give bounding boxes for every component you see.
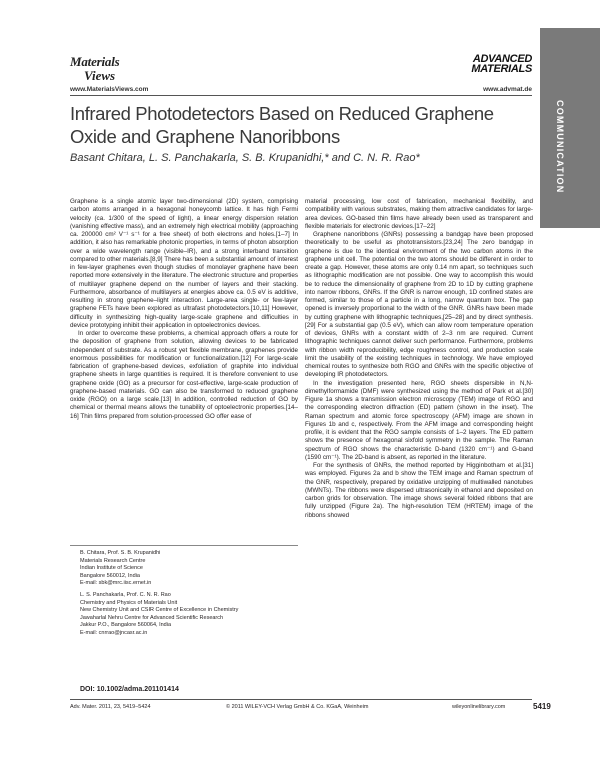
affiliation-line: B. Chitara, Prof. S. B. Krupanidhi	[80, 550, 161, 556]
footer-citation: Adv. Mater. 2011, 23, 5419–5424	[70, 704, 151, 710]
page-number: 5419	[533, 702, 551, 711]
paragraph: material processing, low cost of fabrication, mechanical flexibility, and compatibility with various substrates, making them attractive candidates for large-area devices. GO-based thin films have already been used as transparent and flexible materials for electronic devices.[17–22]	[305, 198, 533, 230]
footer-rule	[70, 699, 532, 700]
logo-right-line1: ADVANCED	[472, 53, 532, 65]
section-bar	[540, 28, 600, 228]
logo-left-line2: Views	[84, 68, 116, 83]
affiliation-line: Chemistry and Physics of Materials Unit	[80, 599, 178, 606]
affiliation-line: L. S. Panchakarla, Prof. C. N. R. Rao	[80, 591, 171, 598]
paragraph: For the synthesis of GNRs, the method reported by Higginbotham et al.[31] was employed. Figures 2a and b show the TEM image and Raman spectrum of the GNR, respectively, prepared by oxidative unzipping of multiwalled nanotubes (MWNTs). The ribbons were dispersed ultrasonically in ethanol and deposited on carbon grids for observation. The image shows several folded ribbons that are fully unzipped (Figure 2a). The high-resolution TEM (HRTEM) image of the ribbons showed	[305, 462, 533, 519]
paragraph: In the investigation presented here, RGO sheets dispersible in N,N-dimethylformamide (DMF) were synthesized using the method of Park et al.[30] Figure 1a shows a transmission electron microscopy (TEM) image of RGO and the corresponding electron diffraction (ED) pattern (shown in the inset). The Raman spectrum and atomic force spectroscopy (AFM) image are shown in Figures 1b and c, respectively. From the AFM image and corresponding height profile, it is evident that the RGO sample consists of 1–2 layers. The ED pattern shows the presence of hexagonal sixfold symmetry in the sample. The Raman spectrum of RGO shows the characteristic D-band (1320 cm⁻¹) and G-band (1590 cm⁻¹). The 2D-band is absent, as reported in the literature.	[305, 379, 533, 461]
paragraph: Graphene nanoribbons (GNRs) possessing a bandgap have been proposed theoretically to be useful as phototransistors.[23,24] The zero bandgap in graphene is due to the identical environment of the two carbon atoms in the graphene unit cell. The potential on the two atoms should be different in order to create a gap. However, these atoms are only 0.14 nm apart, so techniques such as lithographic modification are not possible. One way to accomplish this would be to reduce the dimensionality of graphene from 2D to 1D by cutting graphene into narrow ribbons, GNRs. If the GNR is narrow enough, 1D confined states are formed, similar to those of a particle in a long, narrow quantum box. The gap opened is inversely proportional to the width of the GNR. GNRs have been made by cutting graphene with lithographic techniques,[25–28] and by direct synthesis.[29] For a substantial gap (0.5 eV), which can allow room temperature operation of devices, GNRs with a constant width of 2–3 nm are required. Current lithographic techniques cannot deliver such performance. Furthermore, problems with ribbon width reproducibility, edge roughness control, and production scale limit the usability of the existing techniques in technology. We have employed chemical routes to synthesize both RGO and GNRs with the specific objective of developing IR photodetectors.	[305, 231, 533, 379]
footer-copyright: © 2011 WILEY-VCH Verlag GmbH & Co. KGaA, Weinheim	[226, 704, 369, 710]
affiliation-line: New Chemistry Unit and CSIR Centre of Excellence in Chemistry	[80, 607, 239, 614]
paragraph: In order to overcome these problems, a chemical approach offers a route for the deposition of graphene from solution, allowing devices to be fabricated independent of substrate. As a robust yet flexible membrane, graphenes provide enormous possibilities for modification or functionalization.[12] For large-scale fabrication of graphene-based devices, exfoliation of graphite into individual graphene sheets in large quantities is required. It is therefore convenient to use graphene oxide (GO) as a precursor for cost-effective, large-scale production of graphene-based materials. GO can also be transformed to reduced graphene oxide (RGO) on a large scale.[13] In addition, controlled reduction of GO by chemical or thermal means allows the tunability of optoelectronic properties.[14–16] Thin films prepared from solution-processed GO offer ease of	[70, 330, 298, 420]
affiliation-line: Materials Research Centre	[80, 557, 146, 564]
site-url-left[interactable]: www.MaterialsViews.com	[70, 86, 149, 93]
left-column	[70, 198, 298, 421]
logo-right-line2: MATERIALS	[471, 63, 532, 75]
article-authors: Basant Chitara, L. S. Panchakarla, S. B. Krupanidhi,* and C. N. R. Rao*	[70, 152, 420, 164]
affiliation-rule	[70, 545, 298, 546]
doi[interactable]: DOI: 10.1002/adma.201101414	[80, 686, 179, 693]
affiliation-email[interactable]: E-mail: sbk@mrc.iisc.ernet.in	[80, 580, 152, 587]
paragraph: Graphene is a single atomic layer two-dimensional (2D) system, comprising carbon atoms arranged in a hexagonal honeycomb lattice. It has high Fermi velocity (ca. 1/300 of the speed of light), a linear energy dispersion relation (vanishing effective mass), and an extremely high electrical mobility (approaching ca. 200000 cm² V⁻¹ s⁻¹ for a free sheet) of both electrons and holes.[1–7] In addition, it also has remarkable photonic properties, in terms of photon absorption over a wide wavelength range (visible–IR), and a strong interband transition compared to other materials.[8,9] There has been a substantial amount of interest in few-layer graphenes even though studies of monolayer graphene have been reported more extensively in the literature. The electronic structure and properties of multilayer graphene depend on the number of layers and their stacking. Furthermore, absorbance of multilayers at energies above ca. 0.5 eV is additive, resulting in strong graphene–light interaction. Large-area single- or few-layer graphene FETs have been explored as ultrafast photodetectors.[10,11] However, difficulty in synthesizing high-quality large-scale graphene and difficulties in device prototyping inhibit their application in optoelectronics devices.	[70, 198, 298, 329]
footer-site[interactable]: wileyonlinelibrary.com	[452, 704, 506, 710]
header-rule	[70, 95, 532, 96]
advanced-materials-logo	[452, 54, 532, 74]
site-url-right[interactable]: www.advmat.de	[483, 86, 532, 93]
right-column	[305, 198, 533, 520]
affiliation-line: Indian Institute of Science	[80, 565, 143, 572]
affiliation-line: Jakkur P.O., Bangalore 560064, India	[80, 622, 172, 629]
affiliation-line: Bangalore 560012, India	[80, 572, 140, 579]
affiliation-line: Jawaharlal Nehru Centre for Advanced Scientific Research	[80, 614, 224, 621]
affiliations	[80, 550, 298, 638]
logo-left-line1: Materials	[70, 54, 120, 69]
article-title: Infrared Photodetectors Based on Reduced Graphene Oxide and Graphene Nanoribbons	[70, 103, 494, 147]
affiliation-email[interactable]: E-mail: cnrrao@jncasr.ac.in	[80, 629, 148, 636]
section-label: COMMUNICATION	[555, 100, 565, 194]
